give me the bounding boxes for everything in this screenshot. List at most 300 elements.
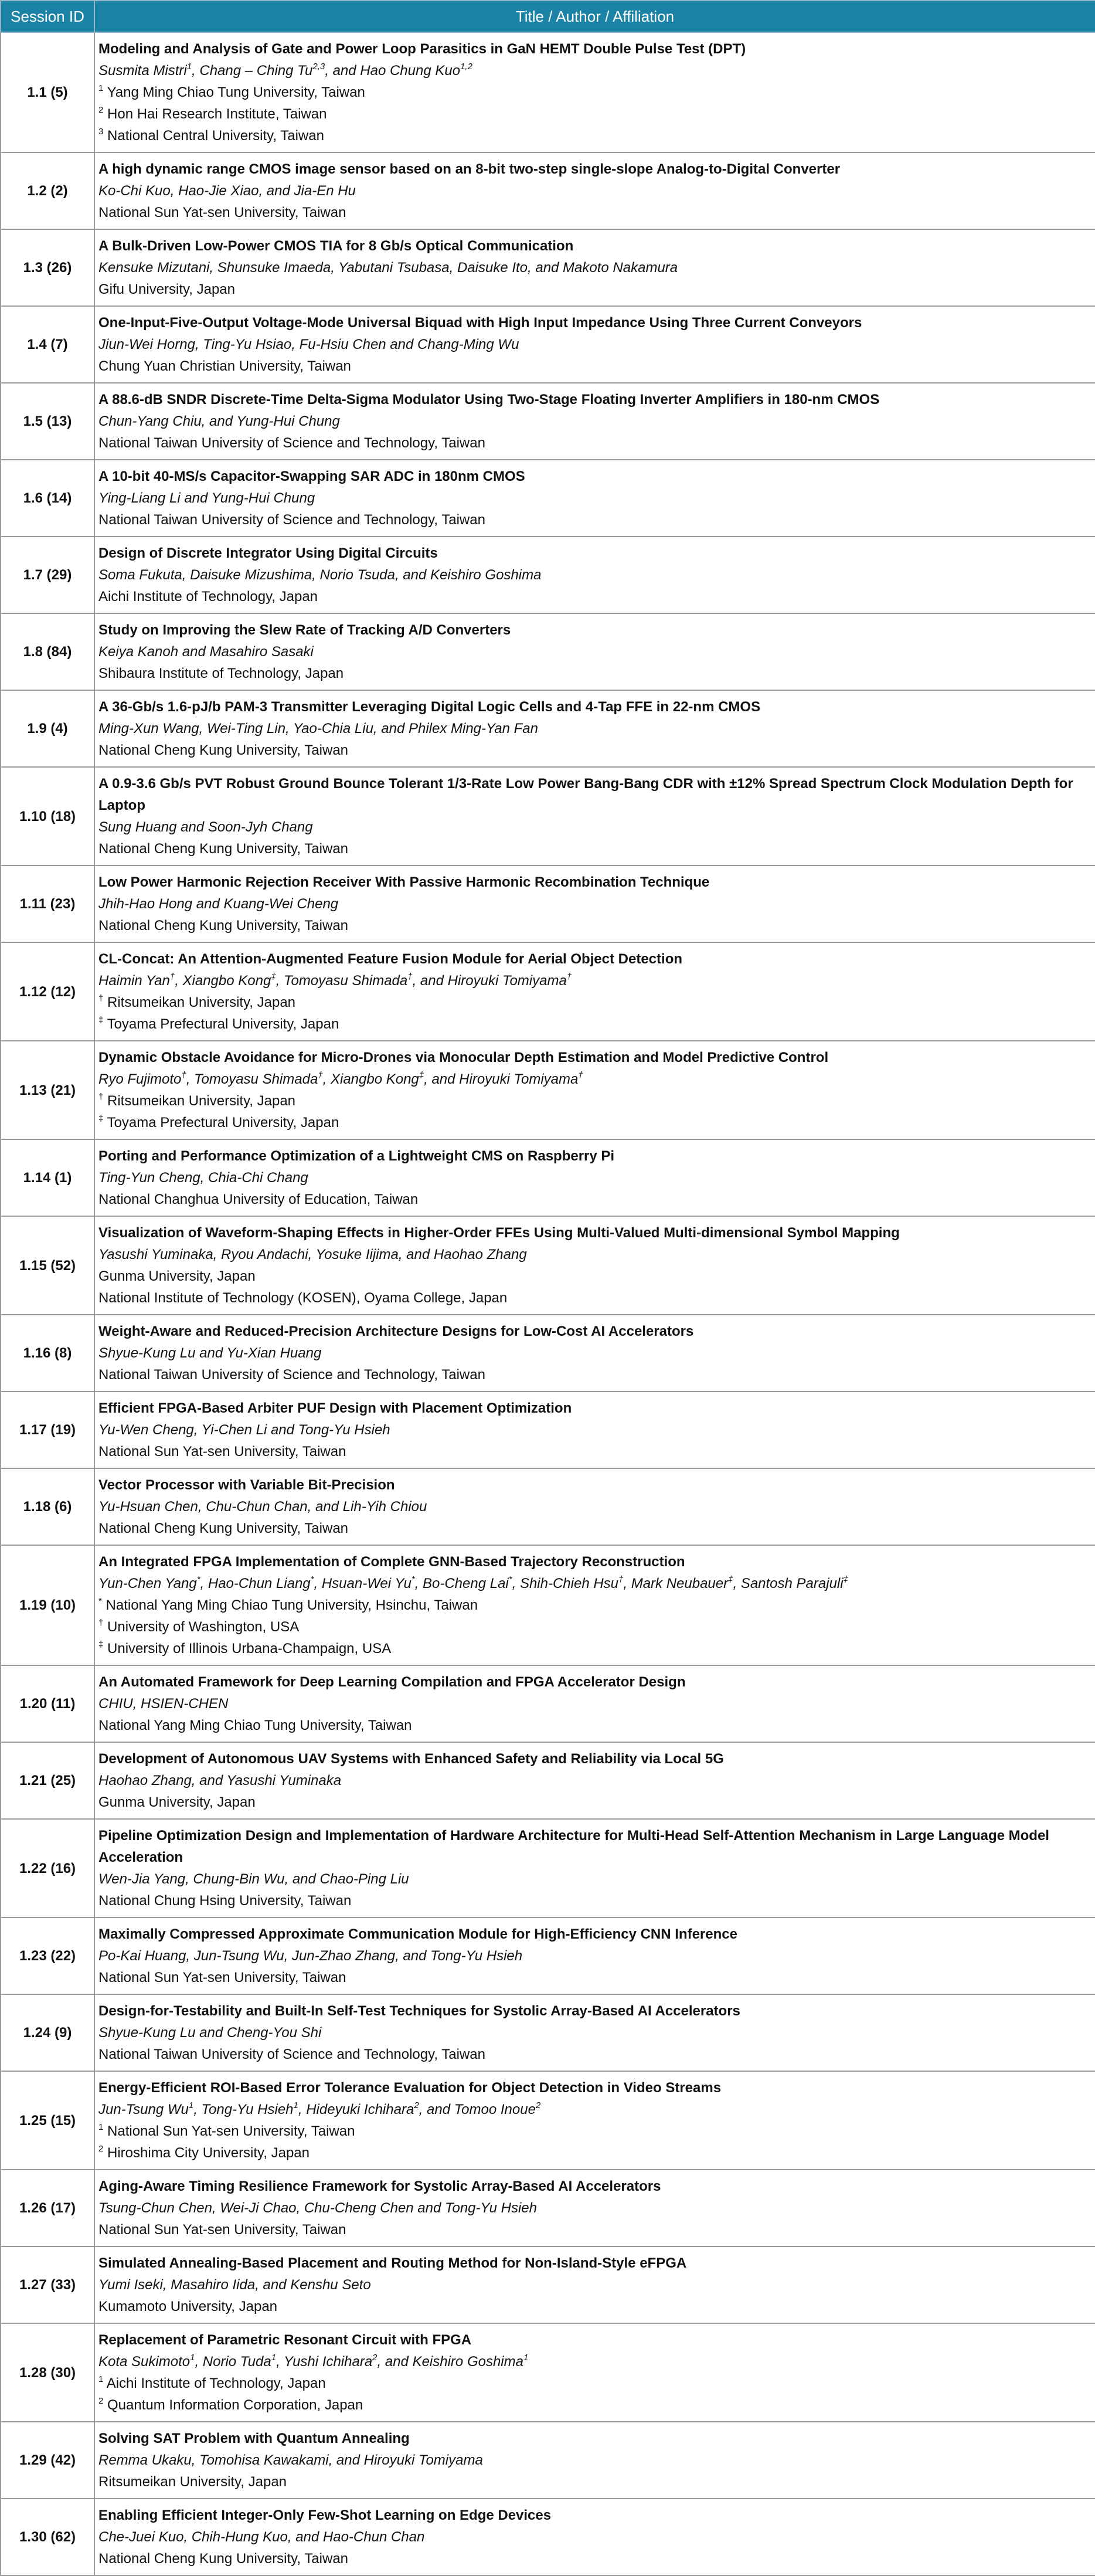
paper-info-cell [94,1665,1095,1742]
paper-authors [98,893,1095,915]
author-name: , Xiangbo Kong [322,1071,419,1087]
paper-affiliation [98,2471,1095,2493]
paper-authors [98,564,1095,586]
session-id-cell: 1.5 (13) [1,383,94,460]
author-affiliation-marker: ‡ [843,1574,848,1584]
paper-title: Porting and Performance Optimization of a Lightweight CMS on Raspberry Pi [98,1148,615,1164]
affiliation-text: National Taiwan University of Science and Technology, Taiwan [98,512,485,528]
session-id-cell: 1.27 (33) [1,2246,94,2323]
affiliation-text: National Yang Ming Chiao Tung University, Hsinchu, Taiwan [101,1597,478,1613]
paper-info-cell [94,1742,1095,1819]
paper-info-cell [94,1819,1095,1917]
paper-affiliation [98,1638,1095,1659]
author-name: Yu-Wen Cheng, Yi-Chen Li and Tong-Yu Hsieh [98,1422,390,1438]
affiliation-text: National Changhua University of Education, Taiwan [98,1192,419,1207]
paper-authors [98,180,1095,202]
paper-title: Efficient FPGA-Based Arbiter PUF Design with Placement Optimization [98,1400,572,1416]
paper-affiliation [98,509,1095,531]
author-name: Chun-Yang Chiu, and Yung-Hui Chung [98,413,340,429]
author-affiliation-marker: 1 [190,2353,195,2363]
paper-affiliation [98,1112,1095,1133]
paper-authors [98,718,1095,739]
paper-title: A Bulk-Driven Low-Power CMOS TIA for 8 Gb/s Optical Communication [98,238,574,254]
author-affiliation-marker: 1 [523,2353,529,2363]
paper-authors [98,1167,1095,1189]
paper-title: Dynamic Obstacle Avoidance for Micro-Drones via Monocular Depth Estimation and Model Predictive Control [98,1050,829,1065]
session-id-cell: 1.24 (9) [1,1994,94,2071]
author-name: , Xiangbo Kong [175,973,271,989]
affiliation-text: National Taiwan University of Science and Technology, Taiwan [98,1367,485,1383]
affiliation-text: Ritsumeikan University, Japan [103,1093,296,1109]
affiliation-text: National Sun Yat-sen University, Taiwan [98,1444,346,1460]
paper-title: A 10-bit 40-MS/s Capacitor-Swapping SAR ADC in 180nm CMOS [98,469,525,484]
author-affiliation-marker: † [566,972,572,982]
paper-info-cell [94,306,1095,383]
session-id-cell: 1.9 (4) [1,690,94,767]
author-affiliation-marker: 1 [293,2100,298,2110]
paper-affiliation [98,2142,1095,2164]
paper-authors [98,2526,1095,2548]
table-row [1,1139,1095,1216]
author-name: Ting-Yun Cheng, Chia-Chi Chang [98,1170,308,1186]
author-name: Wen-Jia Yang, Chung-Bin Wu, and Chao-Ping Liu [98,1871,409,1887]
affiliation-text: University of Washington, USA [103,1619,300,1635]
paper-affiliation [98,1594,1095,1616]
affiliation-marker: ‡ [98,1114,104,1124]
affiliation-text: Gunma University, Japan [98,1268,256,1284]
paper-affiliation [98,1791,1095,1813]
paper-info-cell [94,1994,1095,2071]
paper-affiliation [98,1967,1095,1988]
paper-title: Aging-Aware Timing Resilience Framework for Systolic Array-Based AI Accelerators [98,2178,661,2194]
table-row [1,1917,1095,1994]
table-row [1,690,1095,767]
paper-authors [98,2197,1095,2219]
paper-affiliation [98,1364,1095,1386]
paper-title: A 0.9-3.6 Gb/s PVT Robust Ground Bounce Tolerant 1/3-Rate Low Power Bang-Bang CDR with ±12% Spread Spectrum Clock Modulation Depth for Laptop [98,776,1073,813]
affiliation-text: Hiroshima City University, Japan [103,2145,310,2161]
table-row [1,1665,1095,1742]
paper-title: Solving SAT Problem with Quantum Annealing [98,2431,410,2446]
paper-info-cell [94,2246,1095,2323]
paper-affiliation [98,279,1095,300]
paper-title: Replacement of Parametric Resonant Circuit with FPGA [98,2332,472,2348]
table-row [1,1041,1095,1139]
affiliation-text: Kumamoto University, Japan [98,2299,278,2314]
paper-authors [98,2351,1095,2373]
paper-affiliation [98,82,1095,103]
table-row [1,1545,1095,1665]
paper-authors [98,1342,1095,1364]
paper-affiliation [98,739,1095,761]
affiliation-text: National Sun Yat-sen University, Taiwan [98,1970,346,1986]
table-row [1,942,1095,1041]
session-id-cell: 1.4 (7) [1,306,94,383]
affiliation-text: National Yang Ming Chiao Tung University, Taiwan [98,1718,412,1733]
affiliation-text: Aichi Institute of Technology, Japan [103,2375,326,2391]
paper-affiliation [98,103,1095,125]
author-name: Remma Ukaku, Tomohisa Kawakami, and Hiroyuki Tomiyama [98,2452,483,2468]
author-name: Keiya Kanoh and Masahiro Sasaki [98,644,314,660]
paper-info-cell [94,866,1095,942]
author-affiliation-marker: 1,2 [460,62,472,72]
author-affiliation-marker: 2 [414,2100,419,2110]
paper-authors [98,487,1095,509]
author-affiliation-marker: 2 [372,2353,378,2363]
paper-title: A 88.6-dB SNDR Discrete-Time Delta-Sigma Modulator Using Two-Stage Floating Inverter Amplifiers in 180-nm CMOS [98,392,880,408]
session-id-cell: 1.1 (5) [1,32,94,152]
affiliation-marker: ‡ [98,1015,104,1025]
author-name: Sung Huang and Soon-Jyh Chang [98,819,313,835]
author-affiliation-marker: ‡ [728,1574,733,1584]
author-name: , Chang – Ching Tu [192,63,313,79]
author-name: , Santosh Parajuli [733,1576,844,1591]
paper-title: Low Power Harmonic Rejection Receiver With Passive Harmonic Recombination Technique [98,874,710,890]
session-id-cell: 1.25 (15) [1,2071,94,2170]
paper-affiliation [98,586,1095,607]
affiliation-text: Yang Ming Chiao Tung University, Taiwan [103,84,365,100]
author-affiliation-marker: * [310,1574,314,1584]
table-row [1,1391,1095,1468]
paper-info-cell [94,537,1095,613]
table-body [1,32,1095,2575]
table-row [1,383,1095,460]
session-id-cell: 1.16 (8) [1,1315,94,1391]
session-id-cell: 1.14 (1) [1,1139,94,1216]
affiliation-marker: 2 [98,2396,104,2406]
author-name: Po-Kai Huang, Jun-Tsung Wu, Jun-Zhao Zhang, and Tong-Yu Hsieh [98,1948,523,1964]
affiliation-text: National Central University, Taiwan [103,128,324,144]
table-row [1,32,1095,152]
affiliation-marker: † [98,1092,104,1102]
affiliation-marker: † [98,1618,104,1628]
author-name: Ryo Fujimoto [98,1071,182,1087]
paper-affiliation [98,2548,1095,2570]
affiliation-text: National Cheng Kung University, Taiwan [98,2551,349,2567]
paper-affiliation [98,1189,1095,1210]
author-name: Kensuke Mizutani, Shunsuke Imaeda, Yabutani Tsubasa, Daisuke Ito, and Makoto Nakamura [98,260,678,276]
author-name: Susmita Mistri [98,63,187,79]
affiliation-text: Ritsumeikan University, Japan [103,995,296,1010]
paper-title: One-Input-Five-Output Voltage-Mode Universal Biquad with High Input Impedance Using Three Current Conveyors [98,315,862,331]
paper-info-cell [94,2422,1095,2499]
author-name: , Bo-Cheng Lai [414,1576,509,1591]
affiliation-text: National Cheng Kung University, Taiwan [98,742,349,758]
author-name: , and Tomoo Inoue [419,2102,536,2117]
author-name: Soma Fukuta, Daisuke Mizushima, Norio Tsuda, and Keishiro Goshima [98,567,542,583]
paper-info-cell [94,2071,1095,2170]
author-name: , Hsuan-Wei Yu [314,1576,412,1591]
author-affiliation-marker: † [618,1574,624,1584]
paper-authors [98,1573,1095,1594]
affiliation-text: National Chung Hsing University, Taiwan [98,1893,352,1909]
affiliation-text: Quantum Information Corporation, Japan [103,2397,363,2413]
affiliation-text: Chung Yuan Christian University, Taiwan [98,358,351,374]
author-affiliation-marker: † [318,1070,323,1080]
session-id-cell: 1.11 (23) [1,866,94,942]
session-id-cell: 1.23 (22) [1,1917,94,1994]
table-row [1,537,1095,613]
author-name: , Hideyuki Ichihara [298,2102,414,2117]
paper-title: A 36-Gb/s 1.6-pJ/b PAM-3 Transmitter Leveraging Digital Logic Cells and 4-Tap FFE in 22-nm CMOS [98,699,761,715]
paper-title: CL-Concat: An Attention-Augmented Feature Fusion Module for Aerial Object Detection [98,951,683,967]
paper-authors [98,1068,1095,1090]
paper-affiliation [98,2120,1095,2142]
author-name: Shyue-Kung Lu and Yu-Xian Huang [98,1345,322,1361]
affiliation-marker: † [98,993,104,1003]
author-name: , and Hiroyuki Tomiyama [424,1071,579,1087]
table-row [1,152,1095,229]
paper-affiliation [98,2394,1095,2416]
affiliation-marker: 1 [98,2374,104,2384]
author-name: , and Hao Chung Kuo [325,63,461,79]
table-row [1,1315,1095,1391]
paper-info-cell [94,1391,1095,1468]
affiliation-text: National Cheng Kung University, Taiwan [98,841,349,857]
table-row [1,2499,1095,2575]
paper-info-cell [94,32,1095,152]
author-affiliation-marker: 2 [535,2100,541,2110]
paper-authors [98,1244,1095,1265]
author-name: Jun-Tsung Wu [98,2102,189,2117]
affiliation-text: National Sun Yat-sen University, Taiwan [98,205,346,220]
table-header-row [1,1,1095,32]
paper-affiliation [98,355,1095,377]
paper-affiliation [98,992,1095,1013]
paper-affiliation [98,1441,1095,1462]
paper-title: Vector Processor with Variable Bit-Precision [98,1477,395,1493]
paper-title: Development of Autonomous UAV Systems with Enhanced Safety and Reliability via Local 5G [98,1751,724,1767]
author-name: , Hao-Chun Liang [200,1576,311,1591]
paper-info-cell [94,613,1095,690]
paper-authors [98,1868,1095,1890]
session-id-cell: 1.8 (84) [1,613,94,690]
author-affiliation-marker: * [508,1574,512,1584]
author-affiliation-marker: * [196,1574,200,1584]
table-row [1,2170,1095,2246]
paper-title: Simulated Annealing-Based Placement and Routing Method for Non-Island-Style eFPGA [98,2255,687,2271]
session-id-cell: 1.21 (25) [1,1742,94,1819]
affiliation-text: Gunma University, Japan [98,1794,256,1810]
author-name: Yu-Hsuan Chen, Chu-Chun Chan, and Lih-Yih Chiou [98,1499,427,1515]
session-id-cell: 1.6 (14) [1,460,94,537]
author-name: , Norio Tuda [195,2354,271,2370]
paper-affiliation [98,663,1095,684]
affiliation-text: University of Illinois Urbana-Champaign, USA [103,1641,392,1657]
paper-authors [98,1496,1095,1518]
paper-title: Weight-Aware and Reduced-Precision Architecture Designs for Low-Cost AI Accelerators [98,1323,694,1339]
author-affiliation-marker: † [407,972,413,982]
affiliation-text: Aichi Institute of Technology, Japan [98,589,318,605]
affiliation-text: Hon Hai Research Institute, Taiwan [103,106,327,122]
author-name: , Tomoyasu Shimada [276,973,408,989]
session-id-cell: 1.26 (17) [1,2170,94,2246]
paper-authors [98,2099,1095,2120]
author-name: , and Keishiro Goshima [377,2354,523,2370]
paper-title: Modeling and Analysis of Gate and Power Loop Parasitics in GaN HEMT Double Pulse Test (DPT) [98,41,746,57]
paper-info-cell [94,2499,1095,2575]
session-id-cell: 1.17 (19) [1,1391,94,1468]
affiliation-text: Gifu University, Japan [98,281,235,297]
table-row [1,229,1095,306]
paper-title: Visualization of Waveform-Shaping Effects in Higher-Order FFEs Using Multi-Valued Multi-dimensional Symbol Mapping [98,1225,900,1241]
author-affiliation-marker: 1 [188,2100,194,2110]
paper-title: Enabling Efficient Integer-Only Few-Shot Learning on Edge Devices [98,2507,552,2523]
session-id-cell: 1.29 (42) [1,2422,94,2499]
header-title-author-affiliation: Title / Author / Affiliation [94,1,1095,32]
author-affiliation-marker: ‡ [419,1070,424,1080]
table-row [1,2422,1095,2499]
table-row [1,1994,1095,2071]
paper-authors [98,816,1095,838]
author-name: Haohao Zhang, and Yasushi Yuminaka [98,1773,342,1788]
affiliation-text: National Cheng Kung University, Taiwan [98,918,349,934]
paper-authors [98,1770,1095,1791]
paper-affiliation [98,1287,1095,1309]
table-row [1,306,1095,383]
paper-title: A high dynamic range CMOS image sensor based on an 8-bit two-step single-slope Analog-to-Digital Converter [98,161,841,177]
session-id-cell: 1.7 (29) [1,537,94,613]
table-row [1,460,1095,537]
affiliation-text: National Sun Yat-sen University, Taiwan [103,2123,355,2139]
paper-title: Design of Discrete Integrator Using Digital Circuits [98,545,438,561]
paper-affiliation [98,2373,1095,2394]
author-name: Jiun-Wei Horng, Ting-Yu Hsiao, Fu-Hsiu Chen and Chang-Ming Wu [98,337,519,352]
affiliation-text: Ritsumeikan University, Japan [98,2474,287,2490]
affiliation-text: Toyama Prefectural University, Japan [103,1115,339,1131]
paper-info-cell [94,1315,1095,1391]
session-id-cell: 1.18 (6) [1,1468,94,1545]
affiliation-text: National Taiwan University of Science and Technology, Taiwan [98,435,485,451]
paper-info-cell [94,1545,1095,1665]
author-affiliation-marker: 1 [271,2353,277,2363]
session-id-cell: 1.19 (10) [1,1545,94,1665]
affiliation-marker: * [98,1596,102,1606]
paper-affiliation [98,1518,1095,1539]
affiliation-marker: 1 [98,2122,104,2132]
author-affiliation-marker: ‡ [271,972,276,982]
paper-affiliation [98,1890,1095,1912]
paper-info-cell [94,229,1095,306]
author-name: Ko-Chi Kuo, Hao-Jie Xiao, and Jia-En Hu [98,183,356,199]
paper-info-cell [94,1917,1095,1994]
paper-affiliation [98,2044,1095,2065]
session-id-cell: 1.28 (30) [1,2323,94,2422]
paper-affiliation [98,838,1095,860]
author-affiliation-marker: † [169,972,175,982]
author-name: Yumi Iseki, Masahiro Iida, and Kenshu Seto [98,2277,371,2293]
paper-authors [98,970,1095,992]
paper-affiliation [98,432,1095,454]
author-name: , Yushi Ichihara [276,2354,373,2370]
paper-affiliation [98,202,1095,223]
affiliation-text: National Taiwan University of Science and Technology, Taiwan [98,2046,485,2062]
paper-authors [98,410,1095,432]
affiliation-text: National Institute of Technology (KOSEN), Oyama College, Japan [98,1290,508,1306]
paper-info-cell [94,460,1095,537]
affiliation-text: Shibaura Institute of Technology, Japan [98,666,344,681]
table-row [1,2246,1095,2323]
affiliation-text: Toyama Prefectural University, Japan [103,1016,339,1032]
paper-authors [98,1693,1095,1715]
author-name: Shyue-Kung Lu and Cheng-You Shi [98,2025,322,2041]
author-name: CHIU, HSIEN-CHEN [98,1696,229,1712]
affiliation-marker: 2 [98,105,104,115]
paper-authors [98,2449,1095,2471]
author-name: , Tong-Yu Hsieh [193,2102,294,2117]
author-name: Tsung-Chun Chen, Wei-Ji Chao, Chu-Cheng Chen and Tong-Yu Hsieh [98,2200,537,2216]
paper-authors [98,257,1095,279]
author-name: Haimin Yan [98,973,170,989]
paper-info-cell [94,1468,1095,1545]
author-name: Yun-Chen Yang [98,1576,197,1591]
paper-info-cell [94,383,1095,460]
author-name: Ying-Liang Li and Yung-Hui Chung [98,490,315,506]
affiliation-marker: 2 [98,2144,104,2154]
session-id-cell: 1.3 (26) [1,229,94,306]
author-affiliation-marker: † [181,1070,186,1080]
session-id-cell: 1.30 (62) [1,2499,94,2575]
paper-title: Maximally Compressed Approximate Communication Module for High-Efficiency CNN Inference [98,1926,737,1942]
affiliation-marker: 3 [98,127,104,137]
session-id-cell: 1.20 (11) [1,1665,94,1742]
paper-info-cell [94,2170,1095,2246]
paper-authors [98,2022,1095,2044]
paper-info-cell [94,1041,1095,1139]
paper-authors [98,1945,1095,1967]
paper-title: Study on Improving the Slew Rate of Tracking A/D Converters [98,622,511,638]
affiliation-marker: ‡ [98,1640,104,1650]
paper-authors [98,1419,1095,1441]
session-id-cell: 1.2 (2) [1,152,94,229]
paper-affiliation [98,1265,1095,1287]
paper-title: Energy-Efficient ROI-Based Error Tolerance Evaluation for Object Detection in Video Streams [98,2080,722,2096]
session-id-cell: 1.15 (52) [1,1216,94,1315]
paper-authors [98,334,1095,355]
paper-affiliation [98,915,1095,936]
table-row [1,613,1095,690]
paper-info-cell [94,152,1095,229]
session-id-cell: 1.22 (16) [1,1819,94,1917]
author-name: Yasushi Yuminaka, Ryou Andachi, Yosuke Iijima, and Haohao Zhang [98,1247,527,1262]
paper-authors [98,641,1095,663]
author-affiliation-marker: 1 [186,62,192,72]
paper-info-cell [94,942,1095,1041]
affiliation-text: National Cheng Kung University, Taiwan [98,1521,349,1536]
paper-authors [98,2274,1095,2296]
paper-title: An Automated Framework for Deep Learning Compilation and FPGA Accelerator Design [98,1674,686,1690]
paper-affiliation [98,125,1095,147]
paper-info-cell [94,1139,1095,1216]
table-row [1,1216,1095,1315]
paper-info-cell [94,690,1095,767]
author-affiliation-marker: † [578,1070,583,1080]
author-affiliation-marker: 2,3 [312,62,325,72]
header-session-id: Session ID [1,1,94,32]
table-row [1,1742,1095,1819]
author-name: Ming-Xun Wang, Wei-Ting Lin, Yao-Chia Liu, and Philex Ming-Yan Fan [98,721,538,737]
author-name: , Tomoyasu Shimada [186,1071,318,1087]
paper-title: Design-for-Testability and Built-In Self-Test Techniques for Systolic Array-Based AI Accelerators [98,2003,740,2019]
author-affiliation-marker: * [411,1574,415,1584]
paper-authors [98,60,1095,82]
author-name: , Mark Neubauer [623,1576,729,1591]
table-row [1,866,1095,942]
paper-title: Pipeline Optimization Design and Implementation of Hardware Architecture for Multi-Head Self-Attention Mechanism in Large Language Model Acceleration [98,1828,1049,1865]
paper-affiliation [98,1013,1095,1035]
author-name: Che-Juei Kuo, Chih-Hung Kuo, and Hao-Chun Chan [98,2529,425,2545]
paper-title: An Integrated FPGA Implementation of Complete GNN-Based Trajectory Reconstruction [98,1554,685,1570]
